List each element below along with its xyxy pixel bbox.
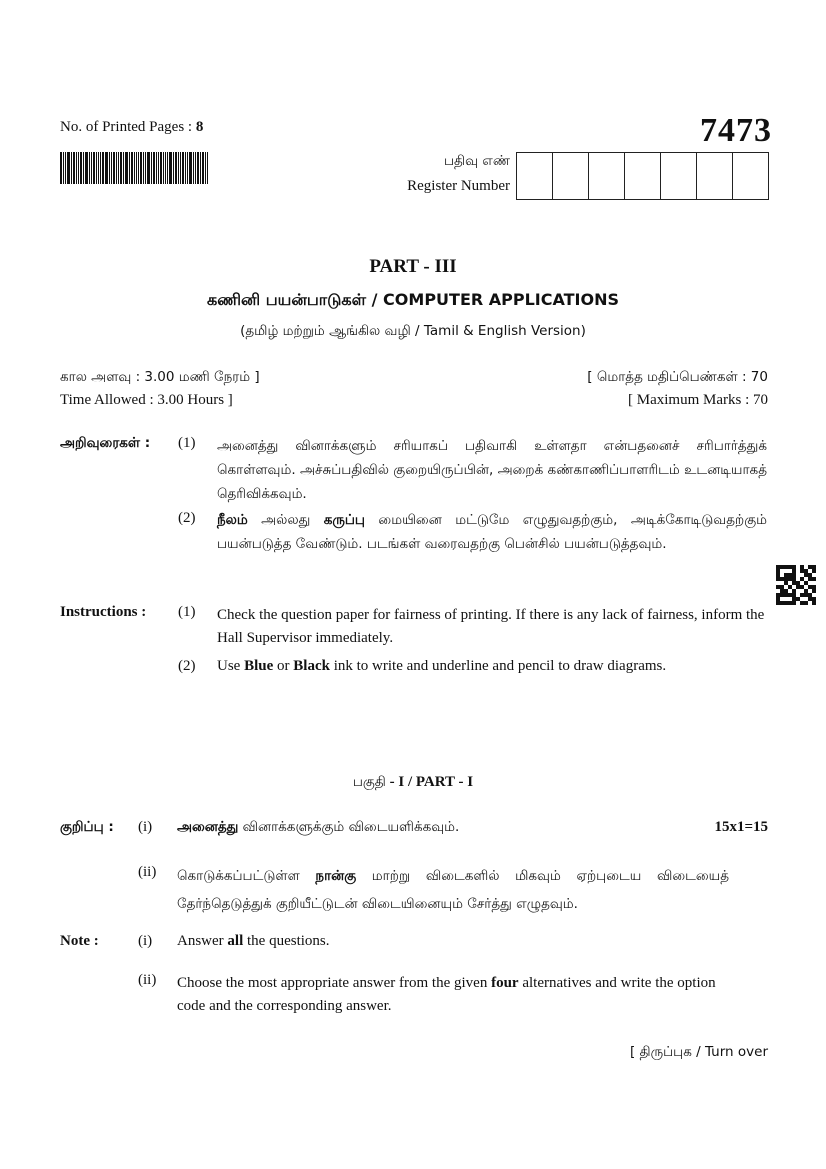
barcode-bar: [165, 152, 166, 184]
barcode-bar: [163, 152, 164, 184]
barcode-bar: [156, 152, 157, 184]
barcode-bar: [180, 152, 181, 184]
marks-tamil: [ மொத்த மதிப்பெண்கள் : 70: [587, 369, 768, 385]
time-english: Time Allowed : 3.00 Hours ]: [60, 392, 233, 408]
barcode-bar: [207, 152, 208, 184]
version-label: (தமிழ் மற்றும் ஆங்கில வழி / Tamil & English Version): [240, 323, 586, 339]
instruction-tamil-1: அனைத்து வினாக்களும் சரியாகப் பதிவாகி உள்ளதா என்பதனைச் சரிபார்த்துக் கொள்ளவும். அச்சுப்பதிவில் குறையிருப்பின், அறைக் கண்காணிப்பாளரிடம் உடனடியாகத் தெரிவிக்கவும்.: [217, 438, 767, 502]
barcode-bar: [76, 152, 77, 184]
barcode-bar: [125, 152, 128, 184]
barcode-bar: [118, 152, 119, 184]
barcode-bar: [202, 152, 204, 184]
barcode-bar: [134, 152, 135, 184]
barcode-bar: [60, 152, 62, 184]
barcode-bar: [160, 152, 162, 184]
barcode-bar: [111, 152, 112, 184]
part-title: PART - III: [369, 256, 457, 277]
barcode-bar: [83, 152, 84, 184]
barcode-bar: [153, 152, 155, 184]
note-tamil-label: குறிப்பு :: [60, 819, 114, 835]
barcode-bar: [91, 152, 92, 184]
register-digit-box[interactable]: [589, 153, 625, 199]
barcode-bar: [205, 152, 206, 184]
barcode-bar: [65, 152, 66, 184]
instruction-english-1: Check the question paper for fairness of printing. If there is any lack of fairness, inform the Hall Supervisor immediately.: [217, 607, 765, 646]
barcode-bar: [67, 152, 70, 184]
barcode-icon: [60, 152, 275, 184]
marks-allotment: 15x1=15: [714, 819, 768, 835]
barcode-bar: [195, 152, 196, 184]
note-tamil-num-2: (ii): [138, 864, 157, 880]
instructions-english-label: Instructions :: [60, 604, 147, 620]
barcode-bar: [73, 152, 75, 184]
barcode-bar: [200, 152, 201, 184]
barcode-bar: [197, 152, 199, 184]
subject-title: கணினி பயன்பாடுகள் / COMPUTER APPLICATIONS: [206, 290, 620, 309]
barcode-bar: [136, 152, 137, 184]
register-digit-box[interactable]: [697, 153, 733, 199]
barcode-bar: [175, 152, 177, 184]
barcode-bar: [98, 152, 99, 184]
barcode-bar: [100, 152, 101, 184]
section-heading: பகுதி - I / PART - I: [352, 774, 474, 790]
instructions-tamil-label: அறிவுரைகள் :: [60, 435, 151, 451]
barcode-bar: [105, 152, 108, 184]
barcode-bar: [178, 152, 179, 184]
register-digit-box[interactable]: [517, 153, 553, 199]
note-tamil-2: கொடுக்கப்பட்டுள்ள நான்கு மாற்று விடைகளில் மிகவும் ஏற்புடைய விடையைத் தேர்ந்தெடுத்துக் குறியீட்டுடன் விடையினையும் சேர்த்து எழுதவும்.: [177, 868, 729, 912]
barcode-bar: [78, 152, 79, 184]
register-label-english: Register Number: [407, 178, 510, 194]
barcode-bar: [80, 152, 82, 184]
barcode-bar: [63, 152, 64, 184]
register-number-boxes[interactable]: [516, 152, 769, 200]
time-tamil: கால அளவு : 3.00 மணி நேரம் ]: [60, 369, 260, 385]
barcode-bar: [85, 152, 88, 184]
instruction-tamil-2: நீலம் அல்லது கருப்பு மையினை மட்டுமே எழுதுவதற்கும், அடிக்கோடிடுவதற்கும் பயன்படுத்த வேண்டும். படங்கள் வரைவதற்கு பென்சில் பயன்படுத்தவும்.: [217, 512, 767, 552]
barcode-bar: [189, 152, 192, 184]
instruction-tamil-num-2: (2): [178, 510, 196, 526]
turn-over: [ திருப்புக / Turn over: [629, 1044, 768, 1060]
barcode-bar: [167, 152, 168, 184]
note-tamil-num-1: (i): [138, 819, 153, 835]
register-digit-box[interactable]: [553, 153, 589, 199]
barcode-bar: [113, 152, 115, 184]
barcode-bar: [169, 152, 172, 184]
register-label-tamil: பதிவு எண்: [443, 153, 510, 169]
note-english-num-2: (ii): [138, 972, 157, 988]
barcode-bar: [71, 152, 72, 184]
register-digit-box[interactable]: [733, 153, 768, 199]
barcode-bar: [173, 152, 174, 184]
instruction-tamil-num-1: (1): [178, 435, 196, 451]
barcode-bar: [129, 152, 130, 184]
note-english-1: Answer all the questions.: [177, 933, 330, 949]
barcode-bar: [89, 152, 90, 184]
barcode-bar: [109, 152, 110, 184]
barcode-bar: [93, 152, 95, 184]
note-english-num-1: (i): [138, 933, 153, 949]
barcode-bar: [187, 152, 188, 184]
barcode-bar: [143, 152, 144, 184]
qr-module: [812, 601, 816, 605]
barcode-bar: [138, 152, 139, 184]
register-digit-box[interactable]: [661, 153, 697, 199]
barcode-bar: [158, 152, 159, 184]
barcode-bar: [102, 152, 104, 184]
register-digit-box[interactable]: [625, 153, 661, 199]
paper-code: 7473: [700, 112, 772, 149]
barcode-bar: [116, 152, 117, 184]
barcode-bar: [120, 152, 122, 184]
barcode-bar: [151, 152, 152, 184]
marks-english: [ Maximum Marks : 70: [628, 392, 768, 408]
barcode-bar: [140, 152, 142, 184]
barcode-bar: [185, 152, 186, 184]
barcode-bar: [147, 152, 150, 184]
barcode-bar: [131, 152, 133, 184]
instruction-english-num-2: (2): [178, 658, 196, 674]
barcode-bar: [96, 152, 97, 184]
instruction-english-num-1: (1): [178, 604, 196, 620]
barcode-bar: [145, 152, 146, 184]
barcode-bar: [193, 152, 194, 184]
instruction-english-2: Use Blue or Black ink to write and underline and pencil to draw diagrams.: [217, 658, 667, 674]
qr-code-icon: [776, 565, 816, 605]
note-english-2: Choose the most appropriate answer from the given four alternatives and write the option code and the corresponding answer.: [177, 975, 716, 1014]
printed-pages: No. of Printed Pages : 8: [60, 119, 204, 135]
note-english-label: Note :: [60, 933, 99, 949]
barcode-bar: [182, 152, 184, 184]
note-tamil-1: அனைத்து வினாக்களுக்கும் விடையளிக்கவும்.: [177, 819, 460, 835]
barcode-bar: [123, 152, 124, 184]
